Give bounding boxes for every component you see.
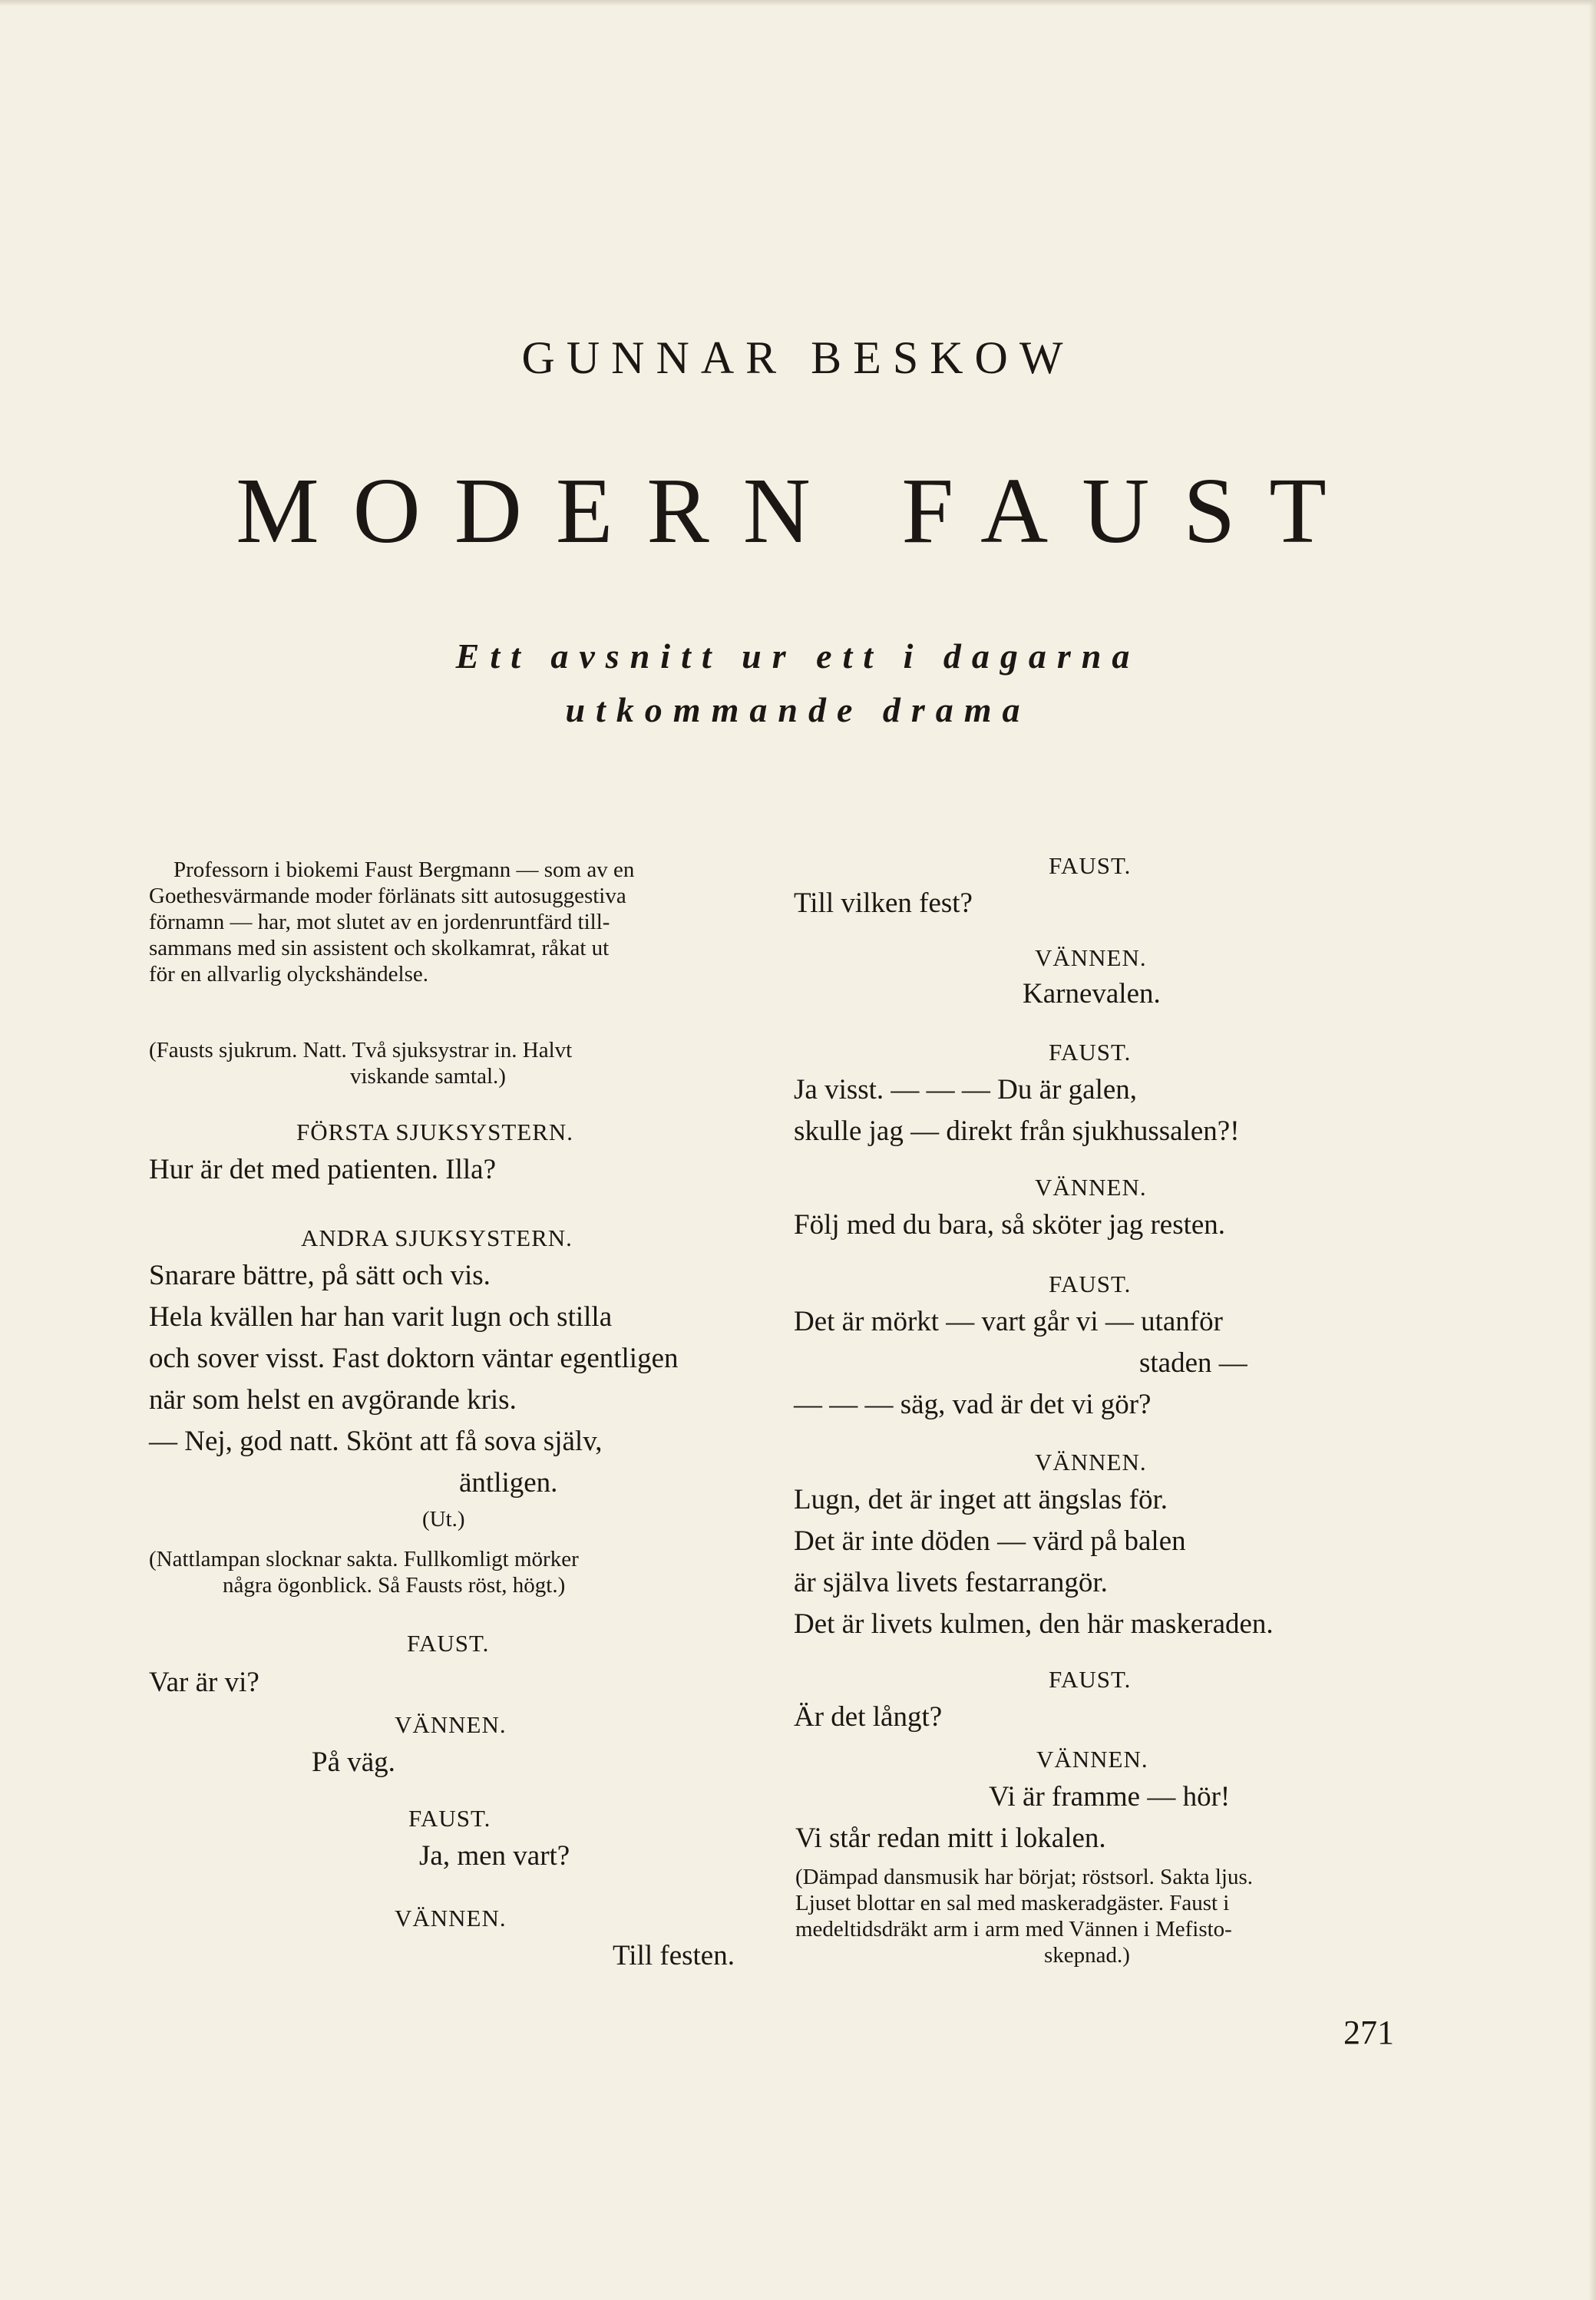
stage-direction: några ögonblick. Så Fausts röst, högt.): [223, 1573, 566, 1598]
stage-direction: (Ut.): [422, 1507, 465, 1532]
stage-direction: Ljuset blottar en sal med maskeradgäster. Faust i: [795, 1891, 1230, 1915]
speaker-name: VÄNNEN.: [395, 1905, 507, 1932]
verse-line: Vi är framme — hör!: [989, 1781, 1231, 1813]
speaker-name: VÄNNEN.: [1035, 944, 1147, 971]
verse-line: — — — säg, vad är det vi gör?: [794, 1389, 1152, 1420]
speaker-name: FAUST.: [1049, 1039, 1132, 1066]
stage-direction: (Nattlampan slocknar sakta. Fullkomligt mörker: [149, 1547, 579, 1571]
stage-direction: skepnad.): [1044, 1943, 1130, 1968]
stage-direction: medeltidsdräkt arm i arm med Vännen i Mefisto-: [795, 1917, 1232, 1941]
speaker-name: FAUST.: [1049, 1666, 1132, 1693]
intro-line: förnamn — har, mot slutet av en jordenruntfärd till-: [149, 910, 610, 934]
verse-line: Lugn, det är inget att ängslas för.: [794, 1484, 1168, 1515]
verse-line: Är det långt?: [794, 1701, 943, 1733]
subtitle-line-1: Ett avsnitt ur ett i dagarna: [455, 636, 1141, 676]
speaker-name: VÄNNEN.: [1035, 1174, 1147, 1201]
speaker-name: FAUST.: [1049, 852, 1132, 879]
verse-line: Vi står redan mitt i lokalen.: [795, 1822, 1106, 1854]
speaker-name: FAUST.: [1049, 1271, 1132, 1297]
verse-line: Det är livets kulmen, den här maskeraden.: [794, 1608, 1274, 1640]
speaker-name: FAUST.: [407, 1630, 490, 1657]
subtitle-line-2: utkommande drama: [565, 690, 1031, 729]
verse-line: Det är inte döden — värd på balen: [794, 1525, 1186, 1557]
verse-line: skulle jag — direkt från sjukhussalen?!: [794, 1115, 1240, 1147]
speaker-name: ANDRA SJUKSYSTERN.: [301, 1224, 573, 1251]
verse-line: äntligen.: [459, 1467, 558, 1499]
play-title: MODERN FAUST: [236, 459, 1360, 563]
verse-line: staden —: [1139, 1347, 1247, 1379]
verse-line: — Nej, god natt. Skönt att få sova själv,: [149, 1426, 603, 1457]
verse-line: och sover visst. Fast doktorn väntar egentligen: [149, 1343, 679, 1374]
stage-direction: viskande samtal.): [350, 1064, 506, 1089]
verse-line: Det är mörkt — vart går vi — utanför: [794, 1306, 1223, 1337]
verse-line: Karnevalen.: [1023, 978, 1161, 1010]
verse-line: På väg.: [312, 1746, 395, 1778]
verse-line: när som helst en avgörande kris.: [149, 1384, 517, 1416]
verse-line: Var är vi?: [149, 1667, 259, 1698]
speaker-name: FÖRSTA SJUKSYSTERN.: [296, 1119, 574, 1145]
verse-line: Ja, men vart?: [419, 1840, 570, 1872]
stage-direction: (Dämpad dansmusik har börjat; röstsorl. Sakta ljus.: [795, 1865, 1254, 1889]
speaker-name: VÄNNEN.: [1036, 1746, 1148, 1773]
verse-line: Hela kvällen har han varit lugn och stilla: [149, 1301, 613, 1333]
speaker-name: VÄNNEN.: [1035, 1449, 1147, 1476]
page-edge-shadow: [0, 0, 1596, 6]
verse-line: Till vilken fest?: [794, 887, 973, 919]
speaker-name: FAUST.: [408, 1805, 491, 1832]
intro-line: sammans med sin assistent och skolkamrat, råkat ut: [149, 936, 610, 960]
intro-line: Goethesvärmande moder förlänats sitt autosuggestiva: [149, 884, 626, 908]
intro-line: för en allvarlig olyckshändelse.: [149, 962, 428, 986]
verse-line: är själva livets festarrangör.: [794, 1567, 1108, 1598]
verse-line: Hur är det med patienten. Illa?: [149, 1154, 497, 1185]
stage-direction: (Fausts sjukrum. Natt. Två sjuksystrar in. Halvt: [149, 1038, 573, 1062]
verse-line: Snarare bättre, på sätt och vis.: [149, 1260, 491, 1291]
verse-line: Följ med du bara, så sköter jag resten.: [794, 1209, 1226, 1241]
speaker-name: VÄNNEN.: [395, 1711, 507, 1738]
verse-line: Ja visst. — — — Du är galen,: [794, 1074, 1138, 1105]
verse-line: Till festen.: [613, 1940, 735, 1971]
page-number: 271: [1343, 2014, 1394, 2051]
intro-line: Professorn i biokemi Faust Bergmann — som av en: [173, 858, 635, 882]
author-name: GUNNAR BESKOW: [521, 332, 1075, 383]
